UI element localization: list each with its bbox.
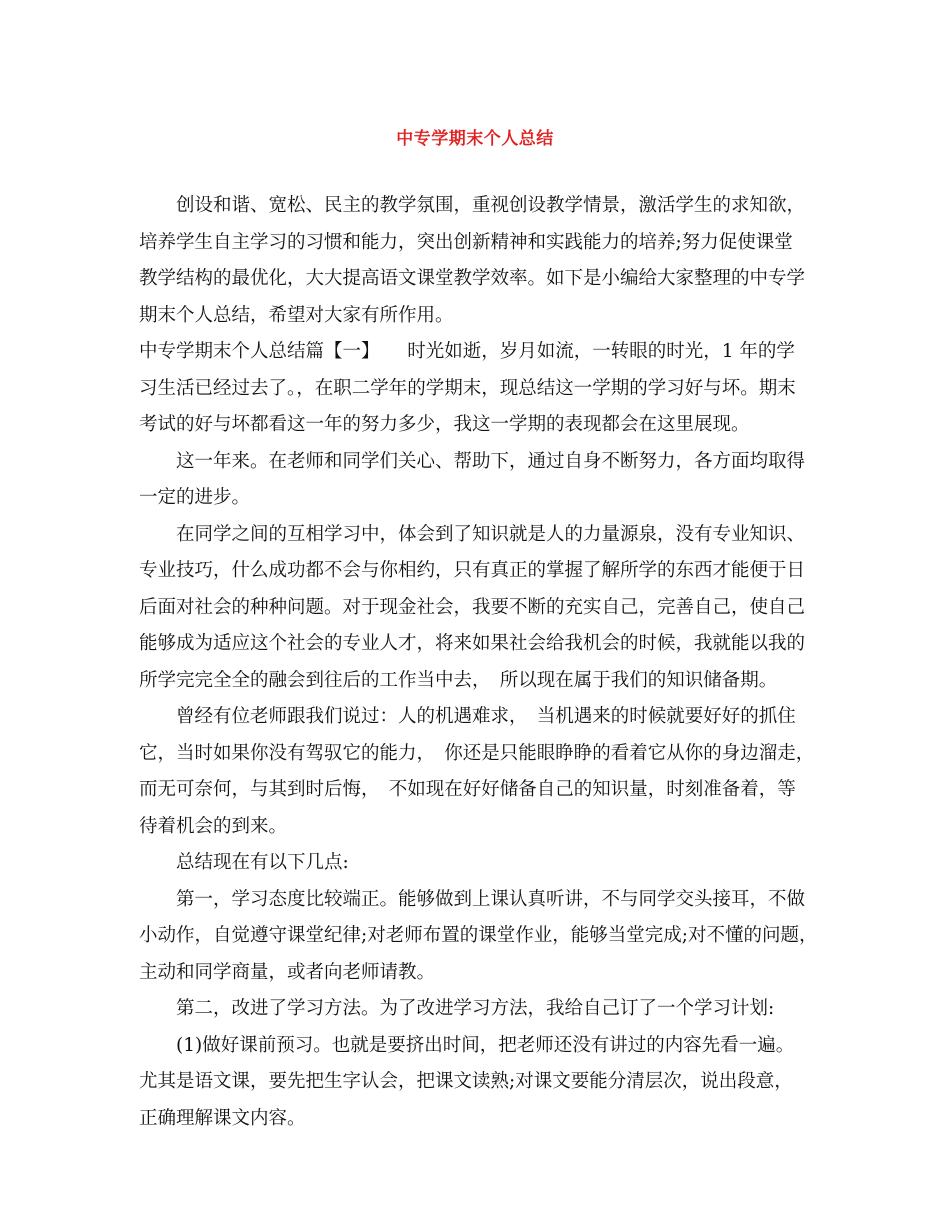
text-line: 期末个人总结，希望对大家有所作用。 — [139, 304, 454, 326]
text-line: 培养学生自主学习的习惯和能力，突出创新精神和实践能力的培养;努力促使课堂 — [139, 231, 793, 253]
section-heading-line: 中专学期末个人总结篇【一】 时光如逝，岁月如流，一转眼的时光，1 年的学 — [139, 341, 795, 362]
text-line: 待着机会的到来。 — [139, 815, 288, 837]
text-line: 教学结构的最优化，大大提高语文课堂教学效率。如下是小编给大家整理的中专学 — [139, 268, 806, 289]
text-line: 曾经有位老师跟我们说过：人的机遇难求， 当机遇来的时候就要好好的抓住 — [176, 706, 796, 727]
text-line: 总结现在有以下几点: — [176, 852, 349, 873]
text-line: 第二，改进了学习方法。为了改进学习方法，我给自己订了一个学习计划: — [176, 998, 775, 1019]
text-line: 这一年来。在老师和同学们关心、帮助下，通过自身不断努力，各方面均取得 — [176, 450, 806, 472]
text-line: 它，当时如果你没有驾驭它的能力， 你还是只能眼睁睁的看着它从你的身边溜走， — [139, 742, 815, 764]
text-line: 小动作，自觉遵守课堂纪律;对老师布置的课堂作业，能够当堂完成;对不懂的问题， — [139, 925, 817, 946]
text-line: 能够成为适应这个社会的专业人才，将来如果社会给我机会的时候，我就能以我的 — [139, 633, 806, 654]
text-line: 尤其是语文课，要先把生字认会，把课文读熟;对课文要能分清层次，说出段意， — [139, 1071, 793, 1092]
text-line: 习生活已经过去了。，在职二学年的学期末，现总结这一学期的学习好与坏。期末 — [139, 377, 796, 399]
text-line: 而无可奈何，与其到时后悔， 不如现在好好储备自己的知识量，时刻准备着，等 — [139, 779, 796, 800]
text-line: 专业技巧，什么成功都不会与你相约，只有真正的掌握了解所学的东西才能便于日 — [139, 560, 806, 581]
text-line: 主动和同学商量，或者向老师请教。 — [139, 961, 436, 983]
text-line: 一定的进步。 — [139, 487, 251, 508]
text-line: 正确理解课文内容。 — [139, 1107, 306, 1129]
text-line: 考试的好与坏都看这一年的努力多少，我这一学期的表现都会在这里展现。 — [139, 414, 750, 435]
text-line: 创设和谐、宽松、民主的教学氛围，重视创设教学情景，激活学生的求知欲， — [176, 195, 806, 216]
document-body — [139, 188, 817, 1137]
document-title: 中专学期末个人总结 — [396, 129, 554, 149]
text-line: 所学完完全全的融会到往后的工作当中去， 所以现在属于我们的知识储备期。 — [139, 669, 778, 691]
text-line: (1)做好课前预习。也就是要挤出时间，把老师还没有讲过的内容先看一遍。 — [176, 1034, 795, 1056]
text-line: 后面对社会的种种问题。对于现金社会，我要不断的充实自己，完善自己，使自己 — [139, 596, 806, 618]
text-line: 第一，学习态度比较端正。能够做到上课认真听讲，不与同学交头接耳，不做 — [176, 888, 806, 910]
text-line: 在同学之间的互相学习中，体会到了知识就是人的力量源泉，没有专业知识、 — [176, 523, 806, 545]
